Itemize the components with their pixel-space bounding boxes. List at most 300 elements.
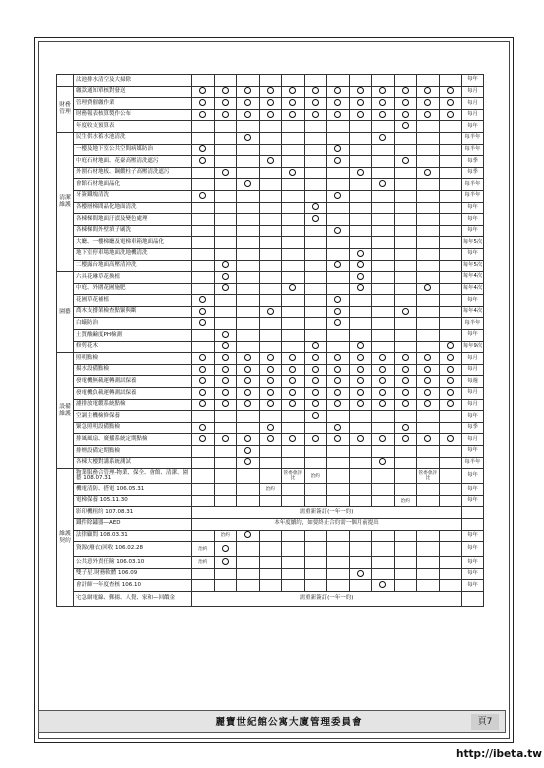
scheduled-circle-icon xyxy=(244,400,251,407)
month-cell xyxy=(237,306,260,318)
month-cell xyxy=(259,248,282,260)
month-cell xyxy=(417,557,440,569)
scheduled-circle-icon xyxy=(402,377,409,384)
scheduled-circle-icon xyxy=(222,331,229,338)
month-cell xyxy=(372,248,395,260)
scheduled-circle-icon xyxy=(357,389,364,396)
month-cell xyxy=(349,557,372,569)
month-cell xyxy=(349,272,372,284)
table-row xyxy=(57,225,484,237)
month-cell xyxy=(237,318,260,330)
month-cell xyxy=(439,109,462,121)
month-cell xyxy=(417,248,440,260)
month-cell xyxy=(372,364,395,376)
month-cell xyxy=(417,75,440,87)
month-cell xyxy=(327,75,350,87)
month-cell xyxy=(417,434,440,446)
month-cell xyxy=(372,341,395,353)
scheduled-circle-icon xyxy=(424,111,431,118)
scheduled-circle-icon xyxy=(222,377,229,384)
scheduled-circle-icon xyxy=(379,99,386,106)
month-cell xyxy=(192,167,215,179)
month-cell xyxy=(394,568,417,580)
month-cell xyxy=(394,434,417,446)
scheduled-circle-icon xyxy=(222,354,229,361)
scheduled-circle-icon xyxy=(334,366,341,373)
month-cell xyxy=(282,167,305,179)
month-cell xyxy=(282,237,305,249)
month-cell xyxy=(349,283,372,295)
task-name: 機電清防、搭電 106.05.31 xyxy=(74,484,192,496)
month-cell xyxy=(349,422,372,434)
frequency xyxy=(462,507,484,519)
scheduled-circle-icon xyxy=(312,111,319,118)
contract-mark: 治約 xyxy=(192,557,215,569)
table-row xyxy=(57,591,484,606)
month-cell xyxy=(304,109,327,121)
scheduled-circle-icon xyxy=(447,377,454,384)
scheduled-circle-icon xyxy=(334,424,341,431)
task-name: 繳款通知單核對發送 xyxy=(74,86,192,98)
month-cell xyxy=(372,580,395,592)
month-cell xyxy=(192,272,215,284)
month-cell xyxy=(439,434,462,446)
scheduled-circle-icon xyxy=(244,180,251,187)
month-cell xyxy=(259,86,282,98)
month-cell xyxy=(259,353,282,365)
month-cell xyxy=(417,283,440,295)
month-cell xyxy=(304,542,327,557)
month-cell xyxy=(282,484,305,496)
scheduled-circle-icon xyxy=(267,354,274,361)
month-cell xyxy=(304,98,327,110)
month-cell xyxy=(394,469,417,484)
month-cell xyxy=(259,411,282,423)
month-cell xyxy=(237,469,260,484)
month-cell xyxy=(214,202,237,214)
month-cell xyxy=(394,272,417,284)
month-cell xyxy=(304,580,327,592)
task-name: 電梯保養 105.11.30 xyxy=(74,495,192,507)
month-cell xyxy=(394,86,417,98)
month-cell xyxy=(394,179,417,191)
scheduled-circle-icon xyxy=(289,366,296,373)
month-cell xyxy=(439,557,462,569)
month-cell xyxy=(417,295,440,307)
month-cell xyxy=(192,98,215,110)
month-cell xyxy=(214,422,237,434)
task-name: 各樓層梯間晶化地面清洗 xyxy=(74,202,192,214)
table-row xyxy=(57,156,484,168)
month-cell xyxy=(259,75,282,87)
scheduled-circle-icon xyxy=(357,261,364,268)
month-cell xyxy=(192,260,215,272)
frequency: 每月 xyxy=(462,364,484,376)
scheduled-circle-icon xyxy=(379,435,386,442)
month-cell xyxy=(304,86,327,98)
scheduled-circle-icon xyxy=(334,192,341,199)
scheduled-circle-icon xyxy=(357,435,364,442)
month-cell xyxy=(372,167,395,179)
frequency: 每月 xyxy=(462,353,484,365)
month-cell xyxy=(282,202,305,214)
category-cell: 清潔維護 xyxy=(57,132,74,271)
month-cell xyxy=(192,484,215,496)
month-cell xyxy=(327,411,350,423)
scheduled-circle-icon xyxy=(447,87,454,94)
month-cell xyxy=(327,469,350,484)
month-cell xyxy=(192,283,215,295)
scheduled-circle-icon xyxy=(402,389,409,396)
scheduled-circle-icon xyxy=(222,111,229,118)
scheduled-circle-icon xyxy=(447,366,454,373)
month-cell xyxy=(394,167,417,179)
scheduled-circle-icon xyxy=(379,366,386,373)
month-cell xyxy=(327,457,350,469)
scheduled-circle-icon xyxy=(289,284,296,291)
month-cell xyxy=(439,542,462,557)
month-cell xyxy=(327,132,350,144)
month-cell xyxy=(192,411,215,423)
month-cell xyxy=(282,260,305,272)
month-cell xyxy=(214,144,237,156)
month-cell xyxy=(192,225,215,237)
month-cell xyxy=(417,422,440,434)
month-cell xyxy=(327,167,350,179)
month-cell xyxy=(349,179,372,191)
month-cell xyxy=(282,109,305,121)
month-cell xyxy=(417,167,440,179)
month-cell xyxy=(192,237,215,249)
table-row xyxy=(57,542,484,557)
scheduled-circle-icon xyxy=(222,342,229,349)
month-cell xyxy=(192,318,215,330)
scheduled-circle-icon xyxy=(334,145,341,152)
month-cell xyxy=(304,530,327,542)
month-cell xyxy=(304,422,327,434)
table-row xyxy=(57,190,484,202)
task-name: 濾排放電纜系統點檢 xyxy=(74,399,192,411)
month-cell xyxy=(372,411,395,423)
month-cell xyxy=(417,156,440,168)
month-cell xyxy=(439,484,462,496)
month-cell xyxy=(439,422,462,434)
frequency: 每季 xyxy=(462,422,484,434)
month-cell xyxy=(237,272,260,284)
table-row xyxy=(57,495,484,507)
category-cell: 園藝 xyxy=(57,272,74,353)
month-cell xyxy=(417,214,440,226)
month-cell xyxy=(259,98,282,110)
scheduled-circle-icon xyxy=(402,87,409,94)
month-cell xyxy=(394,330,417,342)
category-cell: 設備維護 xyxy=(57,353,74,469)
frequency: 每年 xyxy=(462,484,484,496)
scheduled-circle-icon xyxy=(199,87,206,94)
scheduled-circle-icon xyxy=(424,377,431,384)
month-cell xyxy=(192,132,215,144)
month-cell xyxy=(237,156,260,168)
scheduled-circle-icon xyxy=(312,435,319,442)
month-cell xyxy=(214,156,237,168)
month-cell xyxy=(259,469,282,484)
month-cell xyxy=(192,179,215,191)
scheduled-circle-icon xyxy=(312,389,319,396)
month-cell xyxy=(417,272,440,284)
month-cell xyxy=(372,557,395,569)
frequency: 每月 xyxy=(462,388,484,400)
month-cell xyxy=(327,557,350,569)
month-cell xyxy=(214,364,237,376)
frequency: 每月 xyxy=(462,86,484,98)
scheduled-circle-icon xyxy=(357,273,364,280)
month-cell xyxy=(327,248,350,260)
month-cell xyxy=(192,399,215,411)
scheduled-circle-icon xyxy=(244,435,251,442)
month-cell xyxy=(439,495,462,507)
scheduled-circle-icon xyxy=(334,308,341,315)
frequency: 每年 xyxy=(462,495,484,507)
month-cell xyxy=(439,399,462,411)
month-cell xyxy=(192,469,215,484)
month-cell xyxy=(349,190,372,202)
scheduled-circle-icon xyxy=(447,389,454,396)
scheduled-circle-icon xyxy=(199,145,206,152)
table-row xyxy=(57,214,484,226)
scheduled-circle-icon xyxy=(334,296,341,303)
month-cell xyxy=(192,190,215,202)
month-cell xyxy=(349,495,372,507)
scheduled-circle-icon xyxy=(244,458,251,465)
scheduled-circle-icon xyxy=(447,400,454,407)
task-name: 宅急網電線、郵揚、人覺、家和—回饋金 xyxy=(74,591,192,606)
month-cell xyxy=(192,214,215,226)
frequency xyxy=(462,518,484,530)
month-cell xyxy=(417,98,440,110)
scheduled-circle-icon xyxy=(334,435,341,442)
month-cell xyxy=(304,318,327,330)
month-cell xyxy=(439,121,462,133)
scheduled-circle-icon xyxy=(244,354,251,361)
scheduled-circle-icon xyxy=(199,389,206,396)
month-cell xyxy=(327,306,350,318)
month-cell xyxy=(372,156,395,168)
table-row xyxy=(57,86,484,98)
month-cell xyxy=(439,446,462,458)
scheduled-circle-icon xyxy=(447,99,454,106)
month-cell xyxy=(439,411,462,423)
table-row xyxy=(57,283,484,295)
scheduled-circle-icon xyxy=(222,87,229,94)
month-cell xyxy=(192,376,215,388)
scheduled-circle-icon xyxy=(402,424,409,431)
scheduled-circle-icon xyxy=(267,389,274,396)
scheduled-circle-icon xyxy=(402,99,409,106)
frequency: 每週 xyxy=(462,376,484,388)
month-cell xyxy=(327,156,350,168)
scheduled-circle-icon xyxy=(424,87,431,94)
task-name: 排風風扇、廣播系統定期點檢 xyxy=(74,434,192,446)
month-cell xyxy=(394,422,417,434)
scheduled-circle-icon xyxy=(199,377,206,384)
month-cell xyxy=(439,272,462,284)
scheduled-circle-icon xyxy=(424,99,431,106)
frequency: 每年5次 xyxy=(462,237,484,249)
month-cell xyxy=(327,542,350,557)
month-cell xyxy=(439,530,462,542)
month-cell xyxy=(327,530,350,542)
month-cell xyxy=(282,306,305,318)
month-cell xyxy=(372,495,395,507)
month-cell xyxy=(214,260,237,272)
month-cell xyxy=(214,121,237,133)
scheduled-circle-icon xyxy=(267,435,274,442)
month-cell xyxy=(259,542,282,557)
scheduled-circle-icon xyxy=(447,354,454,361)
month-cell xyxy=(282,434,305,446)
month-cell xyxy=(304,144,327,156)
month-cell xyxy=(304,484,327,496)
scheduled-circle-icon xyxy=(267,308,274,315)
scheduled-circle-icon xyxy=(334,389,341,396)
month-cell xyxy=(214,109,237,121)
task-name: 各棟大樓對講系統測試 xyxy=(74,457,192,469)
month-cell xyxy=(214,341,237,353)
scheduled-circle-icon xyxy=(222,284,229,291)
scheduled-circle-icon xyxy=(379,400,386,407)
task-name: 各棟梯間地面汙漬及變色處理 xyxy=(74,214,192,226)
month-cell xyxy=(372,98,395,110)
scheduled-circle-icon xyxy=(357,250,364,257)
month-cell xyxy=(282,568,305,580)
month-cell xyxy=(372,86,395,98)
month-cell xyxy=(304,295,327,307)
scheduled-circle-icon xyxy=(357,377,364,384)
month-cell xyxy=(192,341,215,353)
month-cell xyxy=(394,542,417,557)
scheduled-circle-icon xyxy=(199,366,206,373)
month-cell xyxy=(327,399,350,411)
month-cell xyxy=(417,341,440,353)
month-cell xyxy=(349,248,372,260)
month-cell xyxy=(304,237,327,249)
month-cell xyxy=(192,388,215,400)
month-cell xyxy=(417,225,440,237)
month-cell xyxy=(372,214,395,226)
month-cell xyxy=(237,237,260,249)
scheduled-circle-icon xyxy=(357,366,364,373)
table-row xyxy=(57,484,484,496)
contract-note: 本年度續約，如要終止合約需一個月前提出 xyxy=(192,518,462,530)
scheduled-circle-icon xyxy=(379,458,386,465)
month-cell xyxy=(417,179,440,191)
month-cell xyxy=(259,580,282,592)
month-cell xyxy=(192,109,215,121)
scheduled-circle-icon xyxy=(379,377,386,384)
month-cell xyxy=(439,190,462,202)
frequency: 每月 xyxy=(462,109,484,121)
month-cell xyxy=(439,237,462,249)
month-cell xyxy=(259,156,282,168)
month-cell xyxy=(192,434,215,446)
task-name: 照明點檢 xyxy=(74,353,192,365)
table-row xyxy=(57,434,484,446)
scheduled-circle-icon xyxy=(199,435,206,442)
table-row xyxy=(57,341,484,353)
month-cell xyxy=(282,248,305,260)
month-cell xyxy=(394,121,417,133)
month-cell xyxy=(349,568,372,580)
frequency: 每年 xyxy=(462,530,484,542)
month-cell xyxy=(439,260,462,272)
scheduled-circle-icon xyxy=(357,111,364,118)
month-cell xyxy=(259,179,282,191)
month-cell xyxy=(237,341,260,353)
month-cell xyxy=(237,446,260,458)
task-name: 發電機負載運轉測試保養 xyxy=(74,388,192,400)
month-cell xyxy=(372,179,395,191)
month-cell xyxy=(237,295,260,307)
month-cell xyxy=(327,484,350,496)
month-cell xyxy=(282,75,305,87)
task-name: 排煙設備定期點檢 xyxy=(74,446,192,458)
month-cell xyxy=(259,225,282,237)
month-cell xyxy=(237,530,260,542)
month-cell xyxy=(214,388,237,400)
month-cell xyxy=(349,484,372,496)
month-cell xyxy=(237,121,260,133)
task-name: 鐵件除鏽器—AED xyxy=(74,518,192,530)
month-cell xyxy=(304,364,327,376)
scheduled-circle-icon xyxy=(312,203,319,210)
month-cell xyxy=(304,330,327,342)
month-cell xyxy=(259,214,282,226)
scheduled-circle-icon xyxy=(334,354,341,361)
table-row xyxy=(57,272,484,284)
month-cell xyxy=(214,179,237,191)
scheduled-circle-icon xyxy=(379,581,386,588)
month-cell xyxy=(372,422,395,434)
month-cell xyxy=(304,121,327,133)
month-cell xyxy=(417,86,440,98)
category-cell xyxy=(57,75,74,87)
scheduled-circle-icon xyxy=(289,111,296,118)
frequency: 每年 xyxy=(462,557,484,569)
scheduled-circle-icon xyxy=(312,366,319,373)
table-row xyxy=(57,376,484,388)
month-cell xyxy=(417,484,440,496)
task-name: 六具花琳草花換植 xyxy=(74,272,192,284)
month-cell xyxy=(282,330,305,342)
scheduled-circle-icon xyxy=(222,558,229,565)
month-cell xyxy=(214,272,237,284)
scheduled-circle-icon xyxy=(199,319,206,326)
month-cell xyxy=(259,202,282,214)
task-name: 修剪花木 xyxy=(74,341,192,353)
month-cell xyxy=(349,86,372,98)
month-cell xyxy=(237,434,260,446)
month-cell xyxy=(282,557,305,569)
scheduled-circle-icon xyxy=(267,400,274,407)
month-cell xyxy=(304,353,327,365)
scheduled-circle-icon xyxy=(222,261,229,268)
month-cell xyxy=(214,434,237,446)
scheduled-circle-icon xyxy=(334,111,341,118)
task-name: 一樓及地下室公共空間病媒防治 xyxy=(74,144,192,156)
month-cell xyxy=(214,399,237,411)
task-name: 大廳、一樓梯廳及電梯車箱地面晶化 xyxy=(74,237,192,249)
frequency: 每月 xyxy=(462,434,484,446)
